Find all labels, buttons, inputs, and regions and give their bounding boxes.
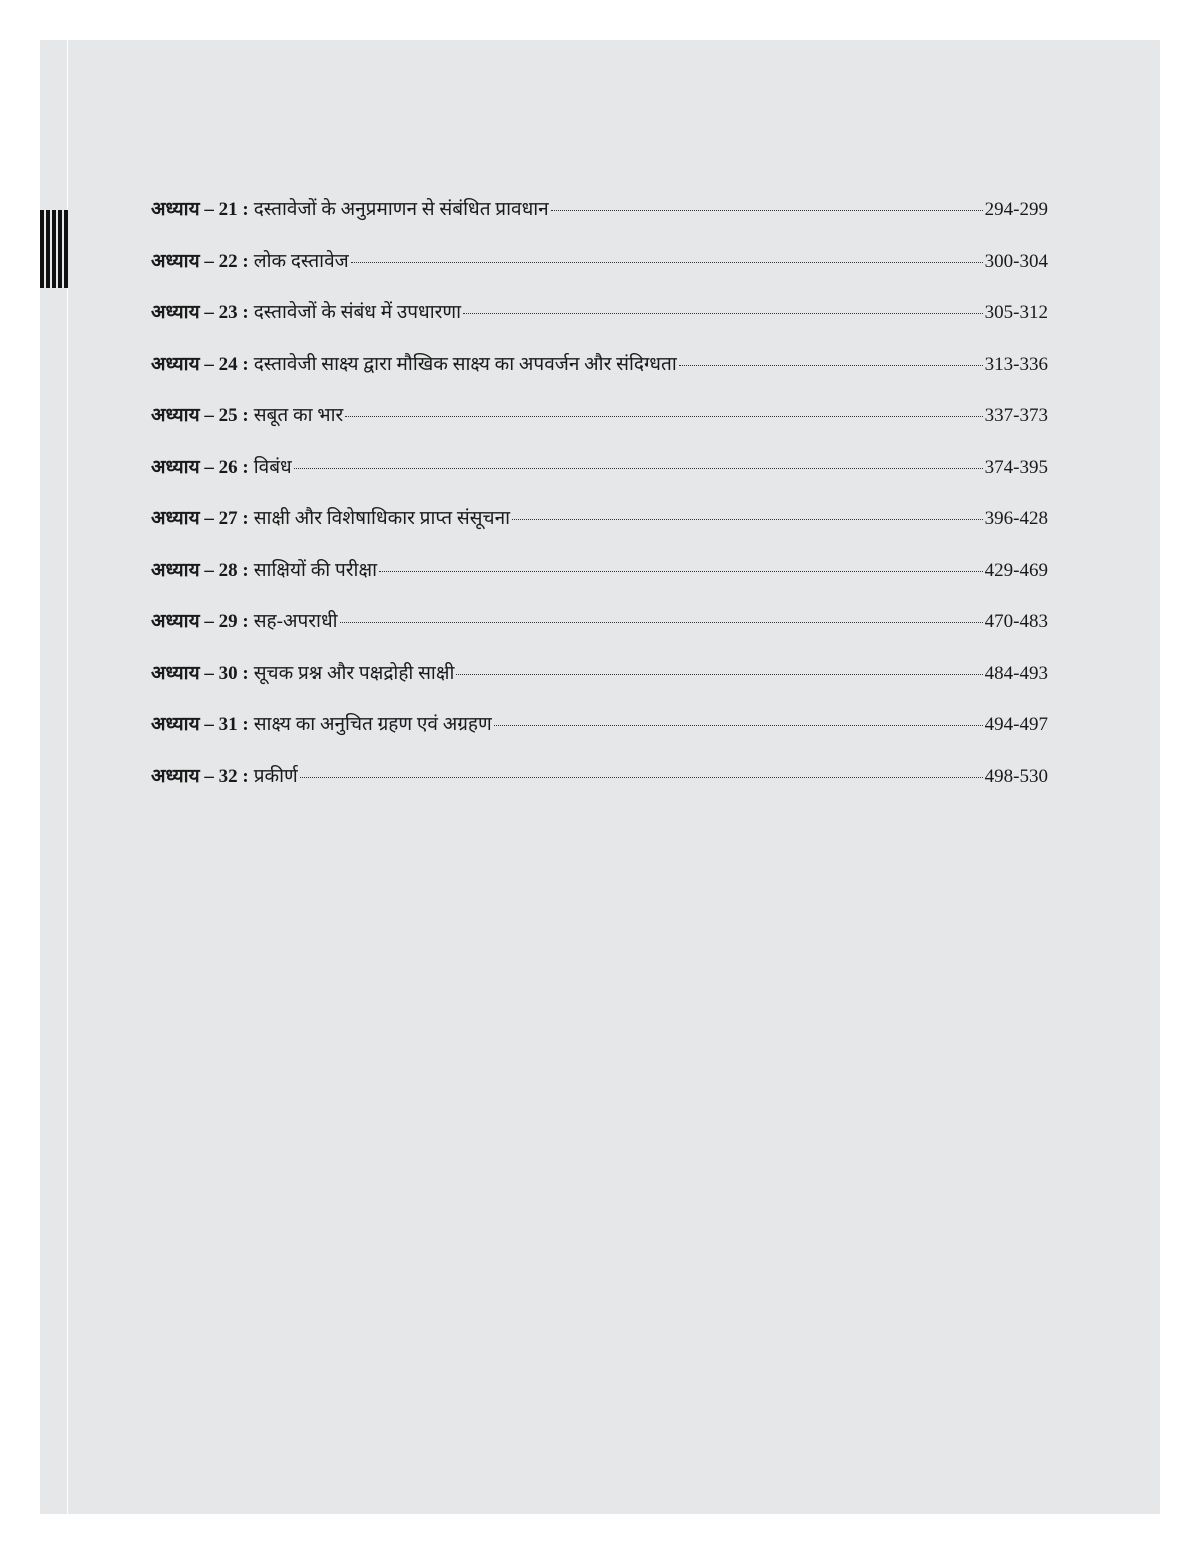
chapter-title: दस्तावेजों के संबंध में उपधारणा bbox=[253, 302, 462, 323]
dot-leader bbox=[340, 622, 983, 623]
toc-entry[interactable] bbox=[151, 247, 1048, 299]
toc-entry[interactable] bbox=[151, 401, 1048, 453]
toc-entry[interactable] bbox=[151, 453, 1048, 505]
chapter-label: अध्याय – 32 : bbox=[151, 765, 249, 787]
dot-leader bbox=[456, 674, 982, 675]
dot-leader bbox=[345, 416, 982, 417]
page-range: 498-530 bbox=[984, 765, 1048, 787]
chapter-title: दस्तावेजों के अनुप्रमाणन से संबंधित प्रावधान bbox=[253, 199, 549, 220]
chapter-label: अध्याय – 24 : bbox=[151, 353, 249, 375]
chapter-label: अध्याय – 26 : bbox=[151, 456, 249, 478]
page-range: 294-299 bbox=[984, 199, 1048, 220]
chapter-title: लोक दस्तावेज bbox=[253, 250, 349, 272]
table-of-contents bbox=[151, 195, 1048, 813]
chapter-label: अध्याय – 28 : bbox=[151, 559, 249, 581]
dot-leader bbox=[494, 725, 983, 726]
dot-leader bbox=[679, 365, 983, 366]
dot-leader bbox=[294, 468, 983, 469]
chapter-label: अध्याय – 31 : bbox=[151, 714, 249, 735]
page-range: 374-395 bbox=[984, 456, 1048, 478]
page-range: 396-428 bbox=[984, 508, 1048, 529]
chapter-label: अध्याय – 29 : bbox=[151, 611, 249, 632]
toc-entry[interactable] bbox=[151, 504, 1048, 556]
page-range: 337-373 bbox=[984, 405, 1048, 426]
chapter-label: अध्याय – 22 : bbox=[151, 250, 249, 272]
thumb-index-tab-icon bbox=[40, 210, 68, 288]
toc-entry[interactable] bbox=[151, 710, 1048, 762]
chapter-title: साक्षियों की परीक्षा bbox=[253, 559, 377, 581]
chapter-title: प्रकीर्ण bbox=[253, 765, 298, 787]
page-range: 484-493 bbox=[984, 662, 1048, 684]
toc-entry[interactable] bbox=[151, 659, 1048, 711]
dot-leader bbox=[351, 262, 983, 263]
dot-leader bbox=[463, 313, 983, 314]
dot-leader bbox=[512, 519, 983, 520]
chapter-title: साक्षी और विशेषाधिकार प्राप्त संसूचना bbox=[253, 508, 511, 529]
document-page bbox=[40, 40, 1160, 1514]
page-range: 429-469 bbox=[984, 559, 1048, 581]
dot-leader bbox=[379, 571, 983, 572]
chapter-title: विबंध bbox=[253, 456, 292, 478]
page-range: 305-312 bbox=[984, 302, 1048, 323]
chapter-title: साक्ष्य का अनुचित ग्रहण एवं अग्रहण bbox=[253, 714, 492, 735]
chapter-label: अध्याय – 25 : bbox=[151, 405, 249, 426]
chapter-title: दस्तावेजी साक्ष्य द्वारा मौखिक साक्ष्य का अपवर्जन और संदिग्धता bbox=[253, 353, 677, 375]
dot-leader bbox=[300, 777, 983, 778]
page-range: 300-304 bbox=[984, 250, 1048, 272]
toc-entry[interactable] bbox=[151, 298, 1048, 350]
chapter-label: अध्याय – 30 : bbox=[151, 662, 249, 684]
page-range: 470-483 bbox=[984, 611, 1048, 632]
page-range: 494-497 bbox=[984, 714, 1048, 735]
chapter-title: सूचक प्रश्न और पक्षद्रोही साक्षी bbox=[253, 662, 455, 684]
toc-entry[interactable] bbox=[151, 195, 1048, 247]
toc-entry[interactable] bbox=[151, 607, 1048, 659]
chapter-label: अध्याय – 21 : bbox=[151, 199, 249, 220]
toc-entry[interactable] bbox=[151, 556, 1048, 608]
chapter-label: अध्याय – 27 : bbox=[151, 508, 249, 529]
toc-entry[interactable] bbox=[151, 762, 1048, 814]
chapter-label: अध्याय – 23 : bbox=[151, 302, 249, 323]
chapter-title: सह-अपराधी bbox=[253, 611, 338, 632]
page-range: 313-336 bbox=[984, 353, 1048, 375]
chapter-title: सबूत का भार bbox=[253, 405, 344, 426]
toc-entry[interactable] bbox=[151, 350, 1048, 402]
dot-leader bbox=[551, 210, 983, 211]
